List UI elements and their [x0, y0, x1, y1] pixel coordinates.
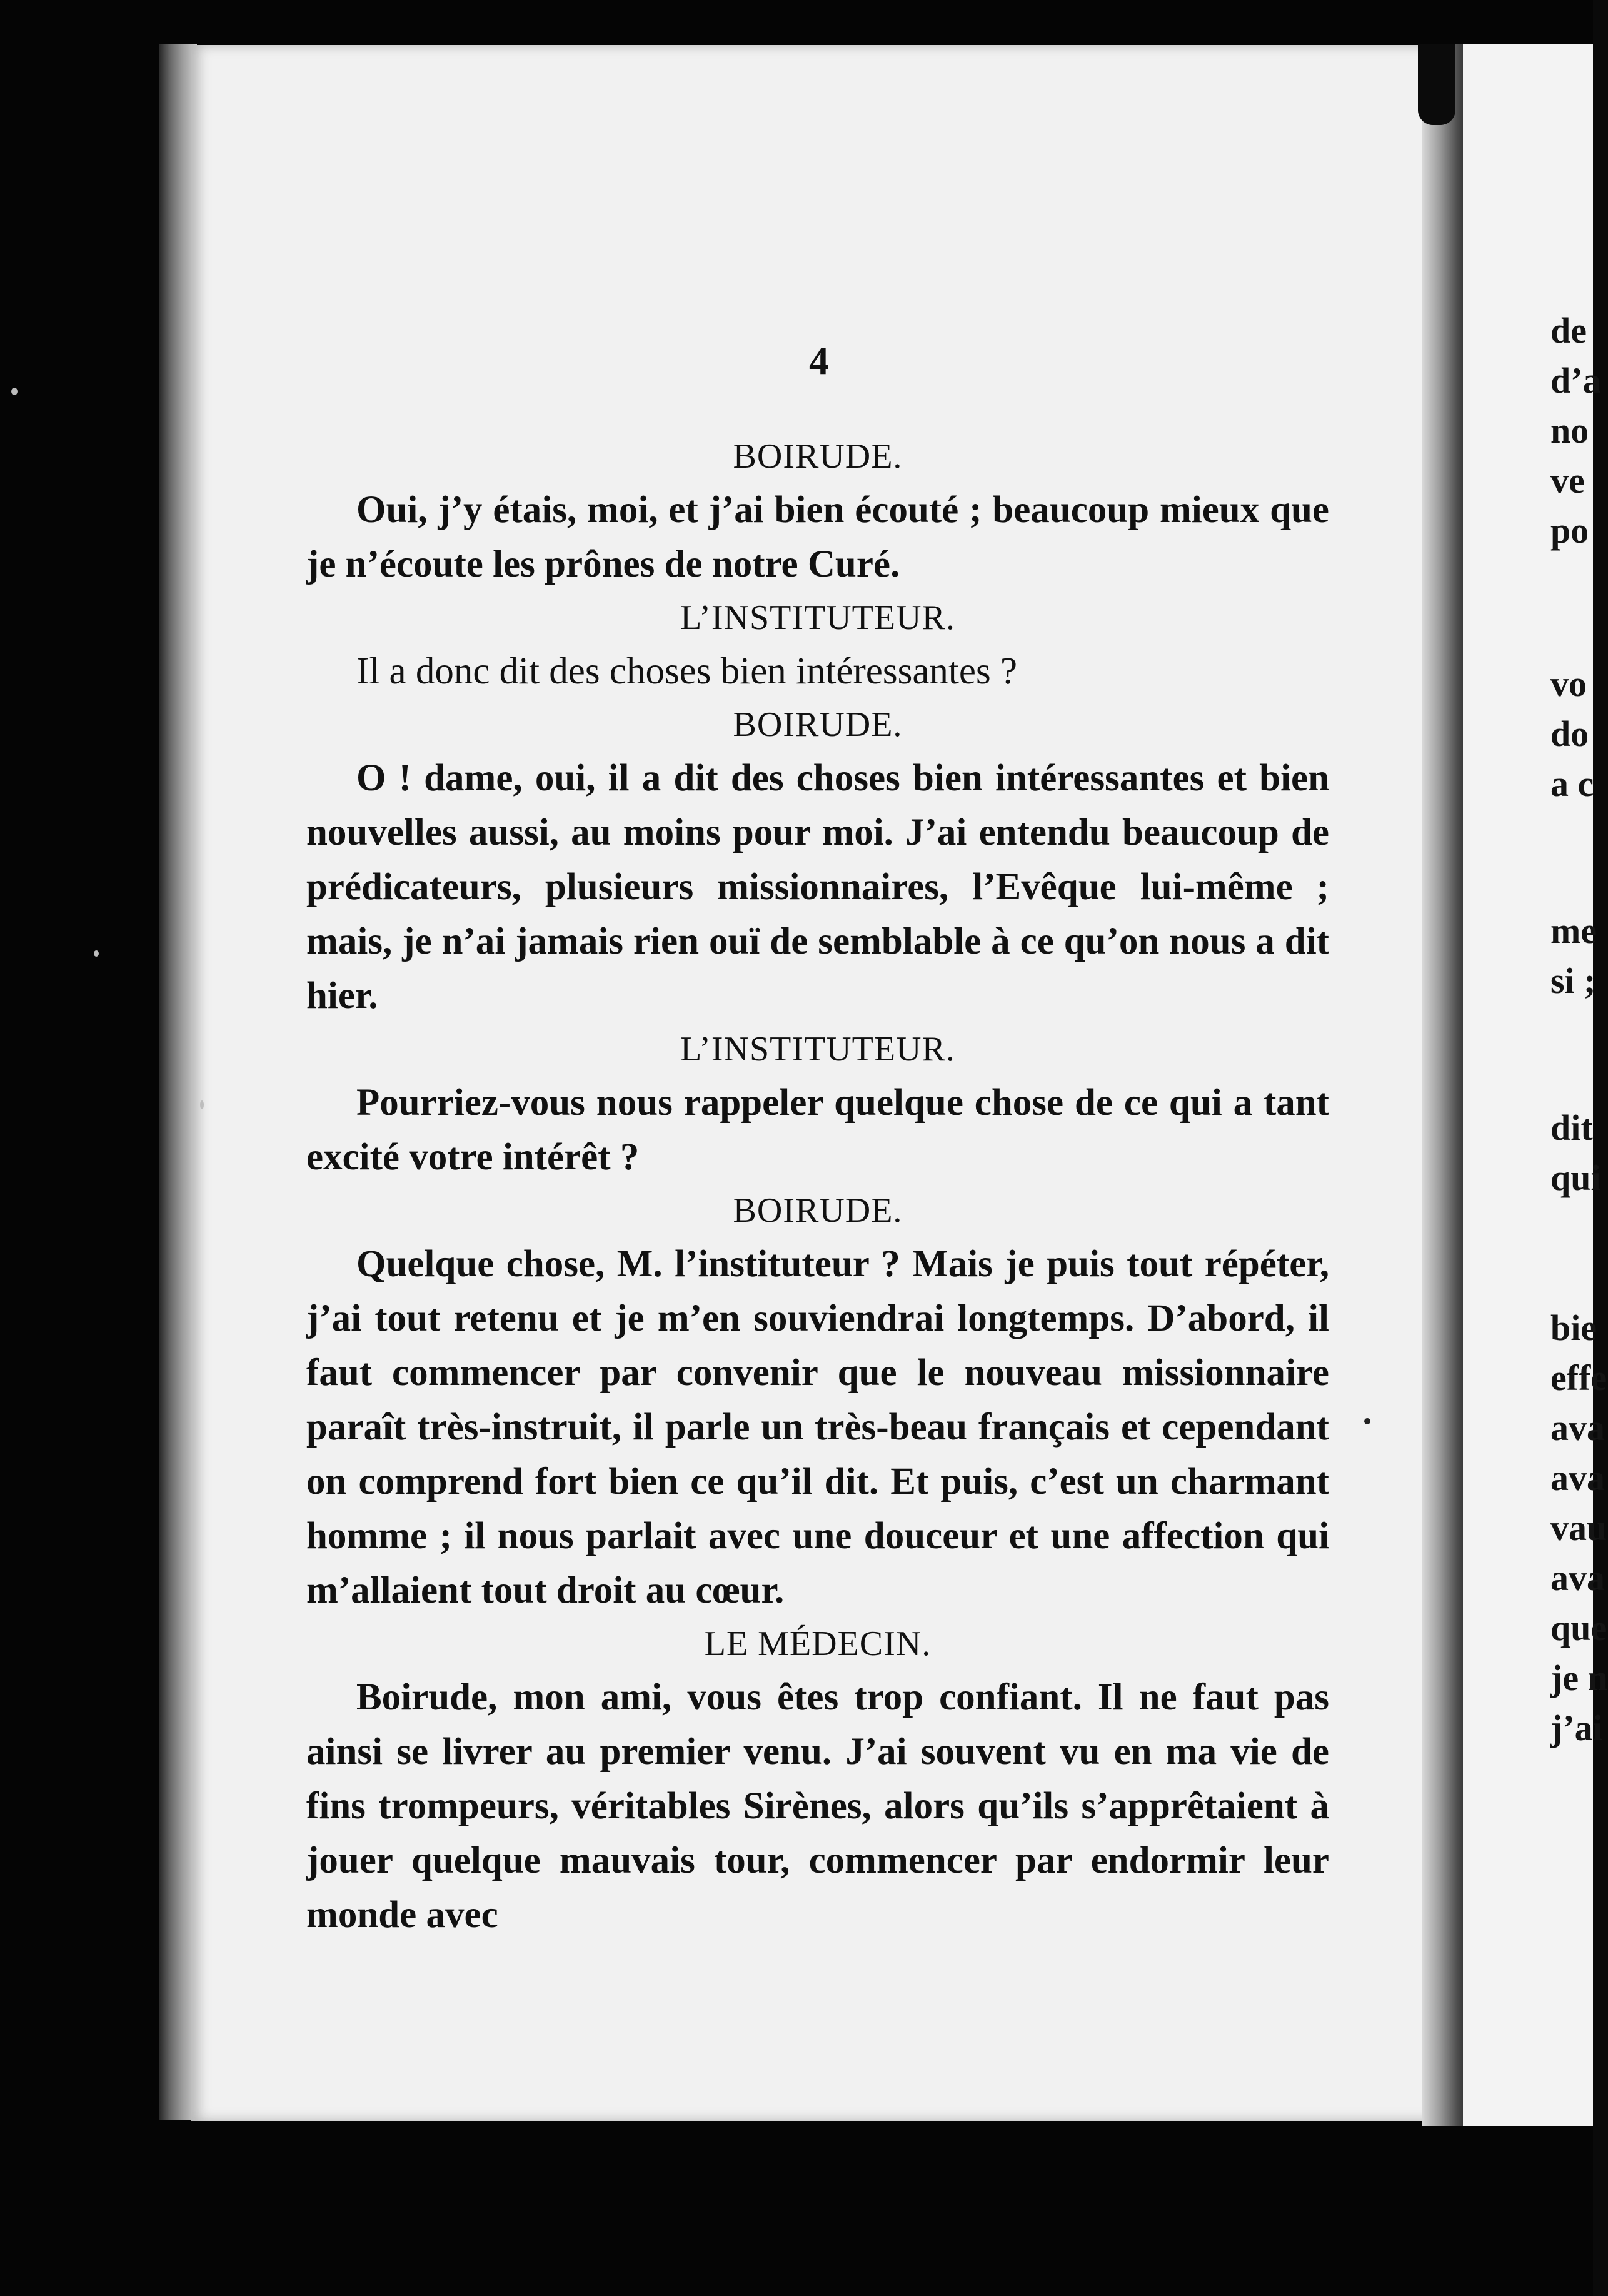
gutter-clip — [1418, 44, 1455, 125]
dialogue-paragraph: Pourriez-vous nous rappeler quelque chose de ce qui a tant excité votre intérêt ? — [306, 1082, 1329, 1178]
adjacent-page-line: qui — [1550, 1157, 1601, 1198]
adjacent-page-line: dit — [1550, 1107, 1593, 1148]
scan-speck — [11, 388, 18, 395]
speaker-name: LE MÉDECIN. — [704, 1624, 932, 1663]
speaker-name: BOIRUDE. — [733, 437, 903, 476]
dialogue-paragraph: Oui, j’y étais, moi, et j’ai bien écouté ; beaucoup mieux que je n’écoute les prônes de notre Curé. — [306, 489, 1329, 585]
adjacent-page-line: que — [1550, 1608, 1607, 1648]
adjacent-page — [1463, 44, 1608, 2126]
adjacent-page-line: effe — [1550, 1357, 1607, 1398]
adjacent-page-line: d’a — [1550, 360, 1601, 401]
adjacent-page-line: me — [1550, 910, 1597, 951]
adjacent-page-line: ve — [1550, 460, 1585, 501]
scan-speck — [200, 1100, 204, 1109]
page-text — [306, 430, 1329, 1942]
adjacent-page-line: vau — [1550, 1508, 1607, 1548]
adjacent-page-line: do — [1550, 713, 1589, 754]
dialogue-paragraph: Boirude, mon ami, vous êtes trop confiant. Il ne faut pas ainsi se livrer au premier venu. J’ai souvent vu en ma vie de fins trompeurs, véritables Sirènes, alors qu’ils s’apprêtaient à jouer quelque mauvais tour, commencer par endormir leur monde avec — [306, 1676, 1329, 1936]
adjacent-page-line: ava — [1550, 1558, 1605, 1598]
adjacent-page-line: je n — [1550, 1658, 1608, 1698]
scan-speck — [94, 950, 99, 957]
speaker-name: L’INSTITUTEUR. — [680, 1030, 955, 1069]
page-number: 4 — [809, 338, 829, 383]
speaker-name: BOIRUDE. — [733, 1191, 903, 1230]
adjacent-page-line: bie — [1550, 1307, 1597, 1348]
speaker-name: BOIRUDE. — [733, 705, 903, 744]
adjacent-page-line: po — [1550, 510, 1589, 551]
adjacent-page-line: de — [1550, 310, 1587, 351]
scan-speck — [1364, 1418, 1370, 1424]
adjacent-page-line: ava — [1550, 1407, 1605, 1448]
adjacent-page-line: si ; — [1550, 960, 1596, 1001]
adjacent-page-line: no — [1550, 410, 1589, 451]
dialogue-paragraph: O ! dame, oui, il a dit des choses bien intéressantes et bien nouvelles aussi, au moins pour moi. J’ai entendu beaucoup de prédicateurs, plusieurs missionnaires, l’Evêque lui-même ; mais, je n’ai jamais rien ouï de semblable à ce qu’on nous a dit hier. — [306, 757, 1329, 1017]
adjacent-page-line: vo — [1550, 663, 1587, 704]
adjacent-page-line: j’ai — [1550, 1708, 1603, 1748]
adjacent-page-line: ava — [1550, 1458, 1605, 1498]
dialogue-paragraph: Quelque chose, M. l’instituteur ? Mais je puis tout répéter, j’ai tout retenu et je m’en souviendrai longtemps. D’abord, il faut commencer par convenir que le nouveau missionnaire paraît très-instruit, il parle un très-beau français et cependant on comprend fort bien ce qu’il dit. Et puis, c’est un charmant homme ; il nous parlait avec une douceur et une affection qui m’allaient tout droit au cœur. — [306, 1243, 1329, 1611]
dialogue-paragraph: Il a donc dit des choses bien intéressantes ? — [356, 650, 1018, 692]
adjacent-page-line: a c — [1550, 763, 1594, 804]
speaker-name: L’INSTITUTEUR. — [680, 598, 955, 637]
